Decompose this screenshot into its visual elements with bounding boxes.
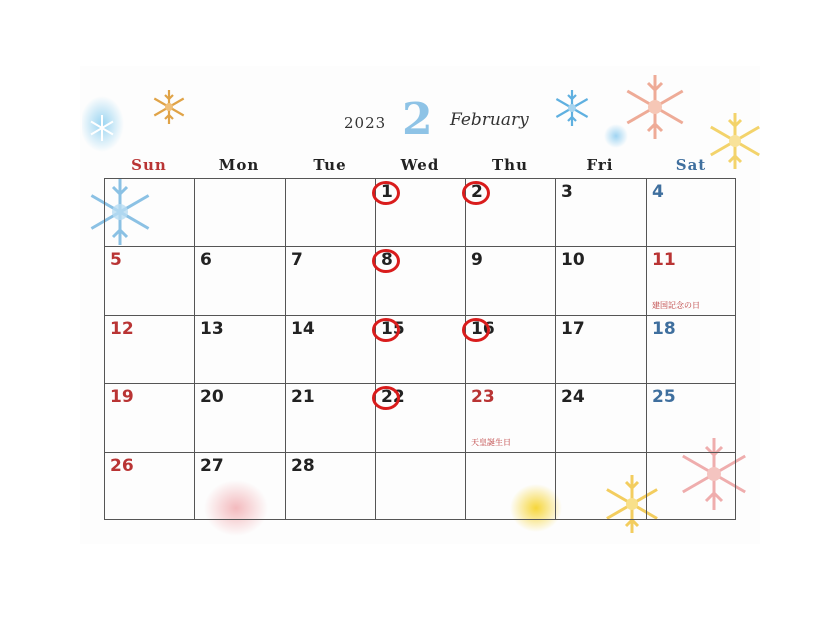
empty-day-cell [375, 452, 465, 520]
day-cell[interactable] [555, 315, 645, 383]
day-number: 26 [110, 456, 134, 476]
weekday-mon: Mon [218, 156, 260, 174]
holiday-label: 天皇誕生日 [471, 438, 511, 447]
day-number: 5 [110, 250, 122, 270]
circle-mark-icon [372, 249, 400, 273]
day-number: 12 [110, 319, 134, 339]
holiday-label: 建国記念の日 [652, 301, 700, 310]
day-cell[interactable] [375, 315, 465, 383]
day-cell[interactable] [646, 246, 736, 314]
day-cell[interactable] [285, 315, 375, 383]
empty-day-cell [555, 452, 645, 520]
circle-mark-icon [372, 181, 400, 205]
circle-mark-icon [462, 318, 490, 342]
day-number: 3 [561, 182, 573, 202]
day-number: 1 [381, 182, 393, 202]
day-number: 16 [471, 319, 495, 339]
day-cell[interactable] [194, 452, 284, 520]
day-cell[interactable] [194, 315, 284, 383]
weekday-sat: Sat [675, 156, 707, 174]
day-number: 13 [200, 319, 224, 339]
day-cell[interactable] [465, 246, 555, 314]
weekday-thu: Thu [492, 156, 528, 174]
weekday-wed: Wed [400, 156, 440, 174]
empty-day-cell [465, 452, 555, 520]
day-number: 8 [381, 250, 393, 270]
day-number: 19 [110, 387, 134, 407]
day-cell[interactable] [285, 452, 375, 520]
day-number: 7 [291, 250, 303, 270]
day-cell[interactable] [555, 246, 645, 314]
day-cell[interactable] [104, 315, 194, 383]
day-cell[interactable] [646, 383, 736, 451]
empty-day-cell [194, 178, 284, 246]
day-cell[interactable] [285, 383, 375, 451]
empty-day-cell [285, 178, 375, 246]
circle-mark-icon [372, 386, 400, 410]
day-number: 20 [200, 387, 224, 407]
circle-mark-icon [462, 181, 490, 205]
weekday-fri: Fri [586, 156, 614, 174]
day-cell[interactable] [285, 246, 375, 314]
day-cell[interactable] [375, 178, 465, 246]
day-cell[interactable] [375, 383, 465, 451]
month-name: February [450, 110, 529, 130]
day-cell[interactable] [104, 383, 194, 451]
calendar-header [0, 96, 840, 144]
day-number: 24 [561, 387, 585, 407]
day-cell[interactable] [465, 383, 555, 451]
weekday-sun: Sun [131, 156, 167, 174]
day-cell[interactable] [375, 246, 465, 314]
empty-day-cell [646, 452, 736, 520]
day-number: 27 [200, 456, 224, 476]
day-number: 2 [471, 182, 483, 202]
calendar-grid [104, 178, 736, 520]
day-number: 21 [291, 387, 315, 407]
day-cell[interactable] [646, 178, 736, 246]
day-number: 9 [471, 250, 483, 270]
day-cell[interactable] [194, 383, 284, 451]
day-number: 6 [200, 250, 212, 270]
day-number: 11 [652, 250, 676, 270]
empty-day-cell [104, 178, 194, 246]
day-number: 22 [381, 387, 405, 407]
day-number: 25 [652, 387, 676, 407]
day-number: 10 [561, 250, 585, 270]
day-cell[interactable] [646, 315, 736, 383]
weekday-tue: Tue [313, 156, 347, 174]
day-cell[interactable] [555, 383, 645, 451]
year-label: 2023 [344, 114, 387, 132]
day-number: 15 [381, 319, 405, 339]
day-number: 14 [291, 319, 315, 339]
day-number: 4 [652, 182, 664, 202]
circle-mark-icon [372, 318, 400, 342]
month-number: 2 [402, 94, 433, 145]
day-cell[interactable] [104, 246, 194, 314]
day-cell[interactable] [465, 178, 555, 246]
day-cell[interactable] [555, 178, 645, 246]
day-cell[interactable] [194, 246, 284, 314]
day-number: 17 [561, 319, 585, 339]
day-number: 28 [291, 456, 315, 476]
day-number: 23 [471, 387, 495, 407]
day-number: 18 [652, 319, 676, 339]
day-cell[interactable] [104, 452, 194, 520]
day-cell[interactable] [465, 315, 555, 383]
